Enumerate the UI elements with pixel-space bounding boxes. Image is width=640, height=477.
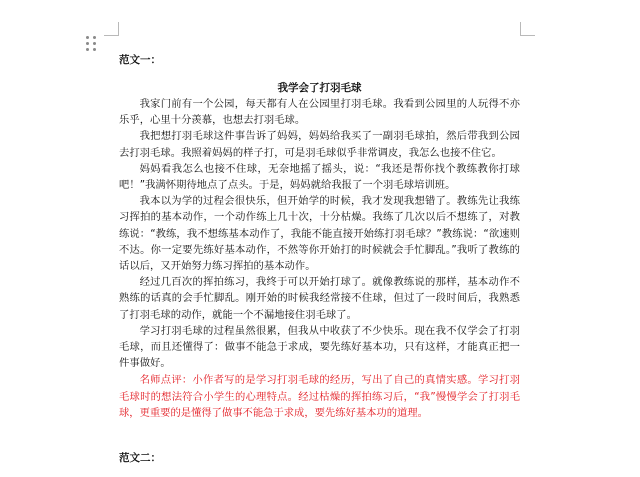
essay-title: 我学会了打羽毛球 bbox=[277, 82, 362, 94]
drag-handle-icon[interactable] bbox=[86, 36, 98, 52]
paragraph-5: 经过几百次的挥拍练习，我终于可以开始打球了。就像教练说的那样，基本动作不熟练的话真的会手忙脚乱。刚开始的时候我经常接不住球，但过了一段时间后，我熟悉了打羽毛球的动作，就能一个不漏地接住羽毛球了。 bbox=[119, 276, 520, 321]
crop-mark-top-left-vertical bbox=[118, 22, 119, 36]
paragraph-3: 妈妈看我怎么也接不住球，无奈地摇了摇头，说：“我还是帮你找个教练教你打球吧！”我满怀期待地点了点头。于是，妈妈就给我报了一个羽毛球培训班。 bbox=[119, 162, 520, 192]
paragraph-6: 学习打羽毛球的过程虽然很累，但我从中收获了不少快乐。现在我不仅学会了打羽毛球，而且还懂得了：做事不能急于求成，要先练好基本功，只有这样，才能真正把一件事做好。 bbox=[119, 324, 520, 370]
teacher-comment: 名师点评：小作者写的是学习打羽毛球的经历，写出了自己的真情实感。学习打羽毛球时的想法符合小学生的心理特点。经过枯燥的挥拍练习后，“我”慢慢学会了打羽毛球，更重要的是懂得了做事不能急于求成，要先练好基本功的道理。 bbox=[119, 374, 520, 419]
section-heading-one: 范文一： bbox=[119, 54, 161, 66]
paragraph-1: 我家门前有一个公园，每天都有人在公园里打羽毛球。我看到公园里的人玩得不亦乐乎，心里十分羡慕，也想去打羽毛球。 bbox=[119, 98, 520, 127]
crop-mark-top-left-horizontal bbox=[104, 35, 119, 36]
essay-body bbox=[119, 96, 520, 371]
paragraph-2: 我把想打羽毛球这件事告诉了妈妈，妈妈给我买了一副羽毛球拍，然后带我到公园去打羽毛球。我照着妈妈的样子打，可是羽毛球似乎非常调皮，我怎么也接不住它。 bbox=[119, 130, 520, 159]
crop-mark-top-right-horizontal bbox=[520, 35, 535, 36]
crop-mark-top-right-vertical bbox=[520, 22, 521, 36]
section-heading-two: 范文二： bbox=[119, 452, 161, 464]
paragraph-4: 我本以为学的过程会很快乐，但开始学的时候，我才发现我想错了。教练先让我练习挥拍的基本动作，一个动作练上几十次，十分枯燥。我练了几次以后不想练了，对教练说：“教练，我不想练基本动作了，我能不能直接开始练打羽毛球？”教练说：“欲速则不达。你一定要先练好基本动作，不然等你开始打的时候就会手忙脚乱。”我听了教练的话以后，又开始努力练习挥拍的基本动作。 bbox=[119, 195, 520, 273]
